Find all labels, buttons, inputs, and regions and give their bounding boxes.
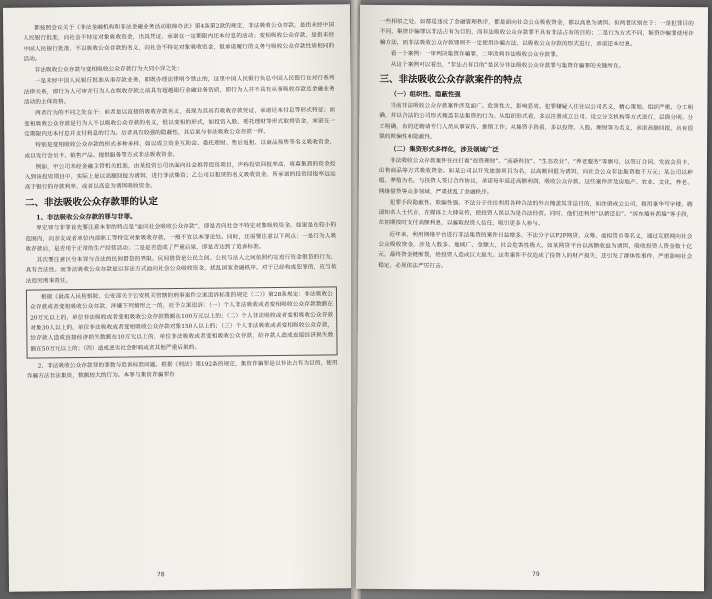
paragraph: 一些相似之处，如都是违反了金融管理秩序，都是面向社会公众吸收资金，都以高息为诱饵。但两者区别在于：一是犯罪目的不同，集资诈骗罪以非法占有为目的，而非法吸收公众存款罪不具有非法占有的目的；二是行为方式不同，集资诈骗罪使用诈骗方法，而非法吸收公众存款罪则不一定使用诈骗方法，以吸收公众存款的形式进行，承诺还本付息。 xyxy=(379,18,694,48)
paragraph: 其次要注意区分本罪与合法的民间借贷的界限。民间借贷是公民之间、公民与法人之间依照约定进行资金借贷的行为，具有合法性。而非法吸收公众存款是以非法方式面向社会公众吸收资金，扰乱国家金融秩序。对于已经构成犯罪的，应当依法追究刑事责任。 xyxy=(25,254,337,285)
paragraph: 犯罪手段隐蔽性、欺骗性强。不法分子往往利用各种合法的外衣掩盖其非法目的，如注册成立公司，租用豪华写字楼，聘请知名人士代言，在媒体上大肆宣传，使投资人误以为是合法经营。同时，他们还利用“以新还旧”、“拆东墙补西墙”等手段，在初期按时支付高额利息，以骗取投资人信任，吸引更多人参与。 xyxy=(378,199,693,228)
paragraph: 近年来，利用网络平台进行非法集资的案件日益增多。不法分子以P2P网贷、众筹、虚拟货币等名义，通过互联网向社会公众吸收资金，涉及人数多、地域广、金额大，社会危害性极大。如某网贷平台以高额收益为诱饵，吸收投资人资金数十亿元，最终资金链断裂，给投资人造成巨大损失。这类案件不仅造成了投资人的财产损失，还引发了群体性事件，严重影响社会稳定，必须依法严厉打击。 xyxy=(378,231,693,270)
paragraph: 一是未经中国人民银行批准从事存款业务，即既办理法律明令禁止的，这里中国人民银行负总中国人民银行在对行系列法律关系，即行为人可审并行为人在吸收存款之前具有超越银行金融业务资质，即行为人并不具有从事吸收存款及金融业务活动的主体资格。 xyxy=(23,75,335,106)
page-number: 78 xyxy=(156,571,165,579)
paragraph: 例如，甲公司未经金融主管机关批准，由某投资公司出面向社会推荐投资项目，声称投资回报率高，将募集到的资金投入到该投资项目中，实际上是以高额回报为诱饵，进行非法集资；乙公司以租赁的名义吸收资金，所承诺的投资回报率远远高于银行的存款利率，或者以高息为诱饵吸收资金。 xyxy=(24,161,336,192)
section-heading: 二、非法吸收公众存款罪的认定 xyxy=(24,195,159,209)
left-page-content xyxy=(23,20,338,383)
paragraph: 界定罪与非罪首先要注意本罪的特点是“面向社会吸收公众存款”，即是否向社会不特定对象吸收资金。如果是在较小的范围内，向亲友或者单位内部职工等特定对象吸收存款，一般不宜以本罪论处。同时，还需要注意以下两点：一是行为人吸收存款后，是否用于正常的生产经营活动；二是是否造成了严重后果，即是否达到了追诉标准。 xyxy=(25,222,337,253)
section-heading: 三、非法吸收公众存款案件的特点 xyxy=(379,74,523,87)
page-number: 79 xyxy=(532,571,540,579)
boxed-paragraph: 根据《最高人民检察院、公安部关于公安机关管辖的刑事案件立案追诉标准的规定（二）》第28条规定：非法吸收公众存款或者变相吸收公众存款，涉嫌下列情形之一的，应予立案追诉：（一）个人非法吸收或者变相吸收公众存款数额在20万元以上的，单位非法吸收或者变相吸收公众存款数额在100万元以上的；（二）个人非法吸收或者变相吸收公众存款对象30人以上的，单位非法吸收或者变相吸收公众存款对象150人以上的；（三）个人非法吸收或者变相吸收公众存款，给存款人造成直接经济损失数额在10万元以上的，单位非法吸收或者变相吸收公众存款，给存款人造成直接经济损失数额在50万元以上的；（四）造成恶劣社会影响或者其他严重后果的。 xyxy=(30,291,334,353)
paragraph: 看一个案例：一审判决集资诈骗罪，二审改判非法吸收公众存款罪。 xyxy=(390,50,562,59)
paragraph: 两者行为的不同之处在于：前者是以直接的吸收存款名义，表现为其具有吸收存款凭证，承诺还本付息等形式特征；而变相吸收公众存款是行为人不以吸收公众存款的名义，但以变相的形式，如投资入股、委托理财等形式取得资金，承诺在一定期限内还本付息并支付利息的行为。后者具有较强的隐蔽性，其后果与非法吸收公众存款一样。 xyxy=(24,107,336,138)
paragraph: 从这个案例可以看出，“非法占有目的”是区分非法吸收公众存款罪与集资诈骗罪的关键所在。 xyxy=(390,62,625,70)
paragraph: 当前非法吸收公众存款案件涉及面广、危害性大、影响恶劣。犯罪嫌疑人往往以公司名义，精心策划、组织严密、分工明确，并以合法的公司形式掩盖非法集资的行为。从组织形式看，多以注册成立公司、设立分支机构等方式进行，层级分明、分工明确，有的还聘请专门人员从事宣传、推销工作；从集资手段看，多以投资、入股、理财等为名义，承诺高额回报，具有很强的欺骗性和隐蔽性。 xyxy=(379,102,694,141)
right-page xyxy=(356,5,708,591)
subsection-heading: （一）组织性、隐蔽性强 xyxy=(390,90,461,99)
paragraph: 特别是变相吸收公众存款的形式多种多样，如以成立资金互助会、委托理财、售后返租、以商品预售等名义吸收资金，或以发行会员卡、销售产品、提供服务等方式非法吸收资金。 xyxy=(24,139,336,160)
paragraph: 都按照会议关于《非法金融机构和非法金融业务活动取缔办法》第4条第2款的规定，非法吸收公众存款，是指未经中国人民银行批准，向社会不特定对象吸收资金，出具凭证，承诺在一定期限内还本付息的活动；变相吸收公众存款，是指未经中国人民银行批准，不以吸收公众存款的名义，向社会不特定对象吸收资金，但承诺履行的义务与吸收公众存款性质相同的活动。 xyxy=(23,22,335,63)
left-page xyxy=(3,4,356,592)
paragraph: 2、非法吸收公众存款罪的罪数与追诉标准问题。根据《刑法》第192条的规定，集资诈骗罪是以非法占有为目的，使用诈骗方法非法集资，数额较大的行为。本罪与集资诈骗罪有 xyxy=(26,360,338,380)
paragraph: 非法吸收公众存款与变相吸收公众存款行为大同小异之处： xyxy=(34,66,183,74)
subsection-heading: （二）集资形式多样化，涉及领域广泛 xyxy=(390,145,499,154)
subsection-heading: 1、非法吸收公众存款的罪与非罪。 xyxy=(36,212,137,222)
right-page-content xyxy=(378,17,694,274)
paragraph: 非法吸收公众存款案件往往打着“投资理财”、“高新科技”、“生态农业”、“养老服务”等旗号，以签订合同、发放会员卡、出售商品等方式吸收资金。如某公司以开发旅游项目为名，以高额回报为诱饵，向社会公众非法集资数千万元；某公司以种植、养殖为名，与投资人签订合作协议，承诺每年返还高额利润，吸收公众存款。这些案件涉及房地产、农业、文化、养老、网络借贷等众多领域，严重扰乱了金融秩序。 xyxy=(378,157,693,196)
boxed-note xyxy=(26,286,338,358)
